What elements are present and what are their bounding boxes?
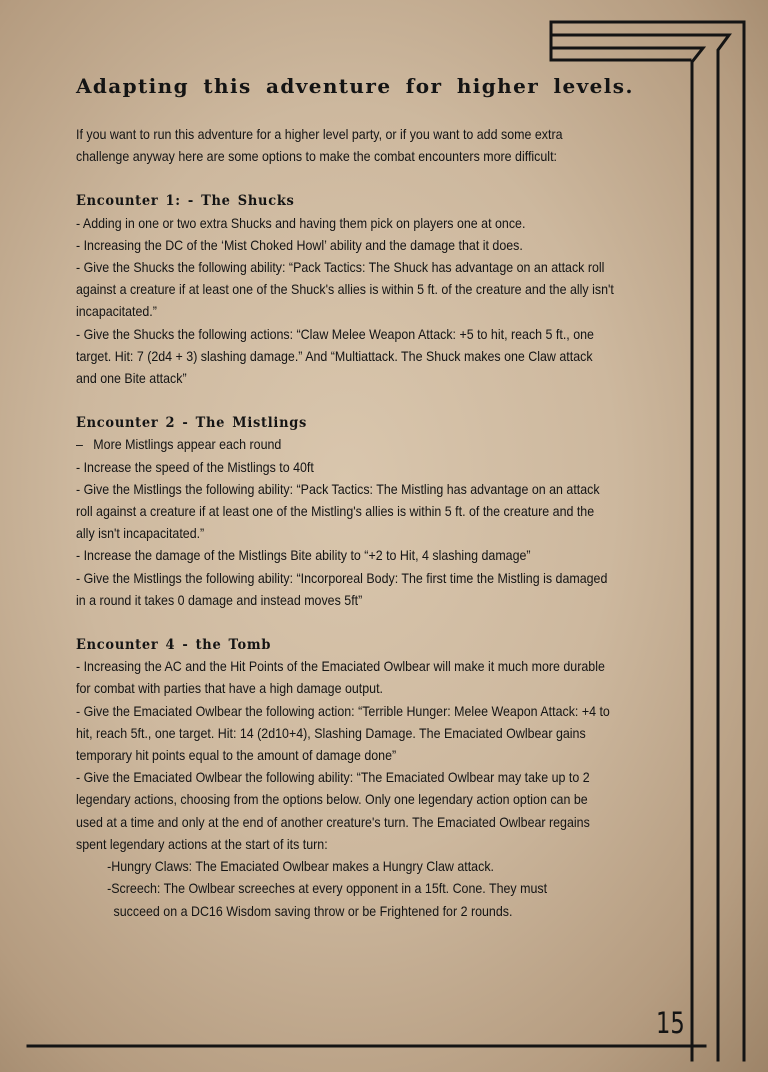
legendary-option: -Hungry Claws: The Emaciated Owlbear makes a Hungry Claw attack. xyxy=(107,859,494,875)
encounter-1-line: - Adding in one or two extra Shucks and having them pick on players one at once. xyxy=(76,215,526,231)
encounter-2-line: - Increase the damage of the Mistlings Bite ability to “+2 to Hit, 4 slashing damage” xyxy=(76,548,531,564)
encounter-4-line: - Give the Emaciated Owlbear the following ability: “The Emaciated Owlbear may take up to 2 legendary actions, choosing from the options below. Only one legendary action option can be used at a time and only at the end of another creature's turn. The Emaciated Owlbear regains spent legendary actions at the start of its turn: xyxy=(76,770,590,852)
encounter-1-line: - Give the Shucks the following actions: “Claw Melee Weapon Attack: +5 to hit, reach 5 ft., one target. Hit: 7 (2d4 + 3) slashing damage.” And “Multiattack. The Shuck makes one Claw attack and one Bite attack” xyxy=(76,326,594,387)
page-title: Adapting this adventure for higher levels. xyxy=(76,74,634,98)
encounter-2-line: – More Mistlings appear each round xyxy=(76,437,282,453)
intro-paragraph: If you want to run this adventure for a higher level party, or if you want to add some extra challenge anyway here are some options to make the combat encounters more difficult: xyxy=(76,127,563,165)
encounter-4-line: - Give the Emaciated Owlbear the following action: “Terrible Hunger: Melee Weapon Attack: +4 to hit, reach 5ft., one target. Hit: 14 (2d10+4), Slashing Damage. The Emaciated Owlbear gains temporary hit points equal to the amount of damage done” xyxy=(76,703,610,764)
legendary-option-continuation: succeed on a DC16 Wisdom saving throw or be Frightened for 2 rounds. xyxy=(113,903,513,919)
legendary-option: -Screech: The Owlbear screeches at every opponent in a 15ft. Cone. They must xyxy=(107,881,548,897)
encounter-1-heading: Encounter 1: - The Shucks xyxy=(76,193,295,210)
encounter-2-line: - Increase the speed of the Mistlings to 40ft xyxy=(76,459,314,475)
encounter-1-line: - Increasing the DC of the ‘Mist Choked Howl’ ability and the damage that it does. xyxy=(76,237,523,253)
encounter-1-line: - Give the Shucks the following ability: “Pack Tactics: The Shuck has advantage on an attack roll against a creature if at least one of the Shuck's allies is within 5 ft. of the creature and the ally isn't incapacitated.” xyxy=(76,260,614,320)
encounter-2-heading: Encounter 2 - The Mistlings xyxy=(76,415,308,432)
page-number: 15 xyxy=(656,1006,685,1040)
encounter-2-line: - Give the Mistlings the following ability: “Pack Tactics: The Mistling has advantage on an attack roll against a creature if at least one of the Mistling's allies is within 5 ft. of the creature and the ally isn't incapacitated.” xyxy=(76,481,600,542)
encounter-4-heading: Encounter 4 - the Tomb xyxy=(76,637,272,654)
encounter-4-line: - Increasing the AC and the Hit Points of the Emaciated Owlbear will make it much more durable for combat with parties that have a high damage output. xyxy=(76,659,605,697)
encounter-2-line: - Give the Mistlings the following ability: “Incorporeal Body: The first time the Mistling is damaged in a round it takes 0 damage and instead moves 5ft” xyxy=(76,570,608,608)
page-body xyxy=(76,124,616,923)
